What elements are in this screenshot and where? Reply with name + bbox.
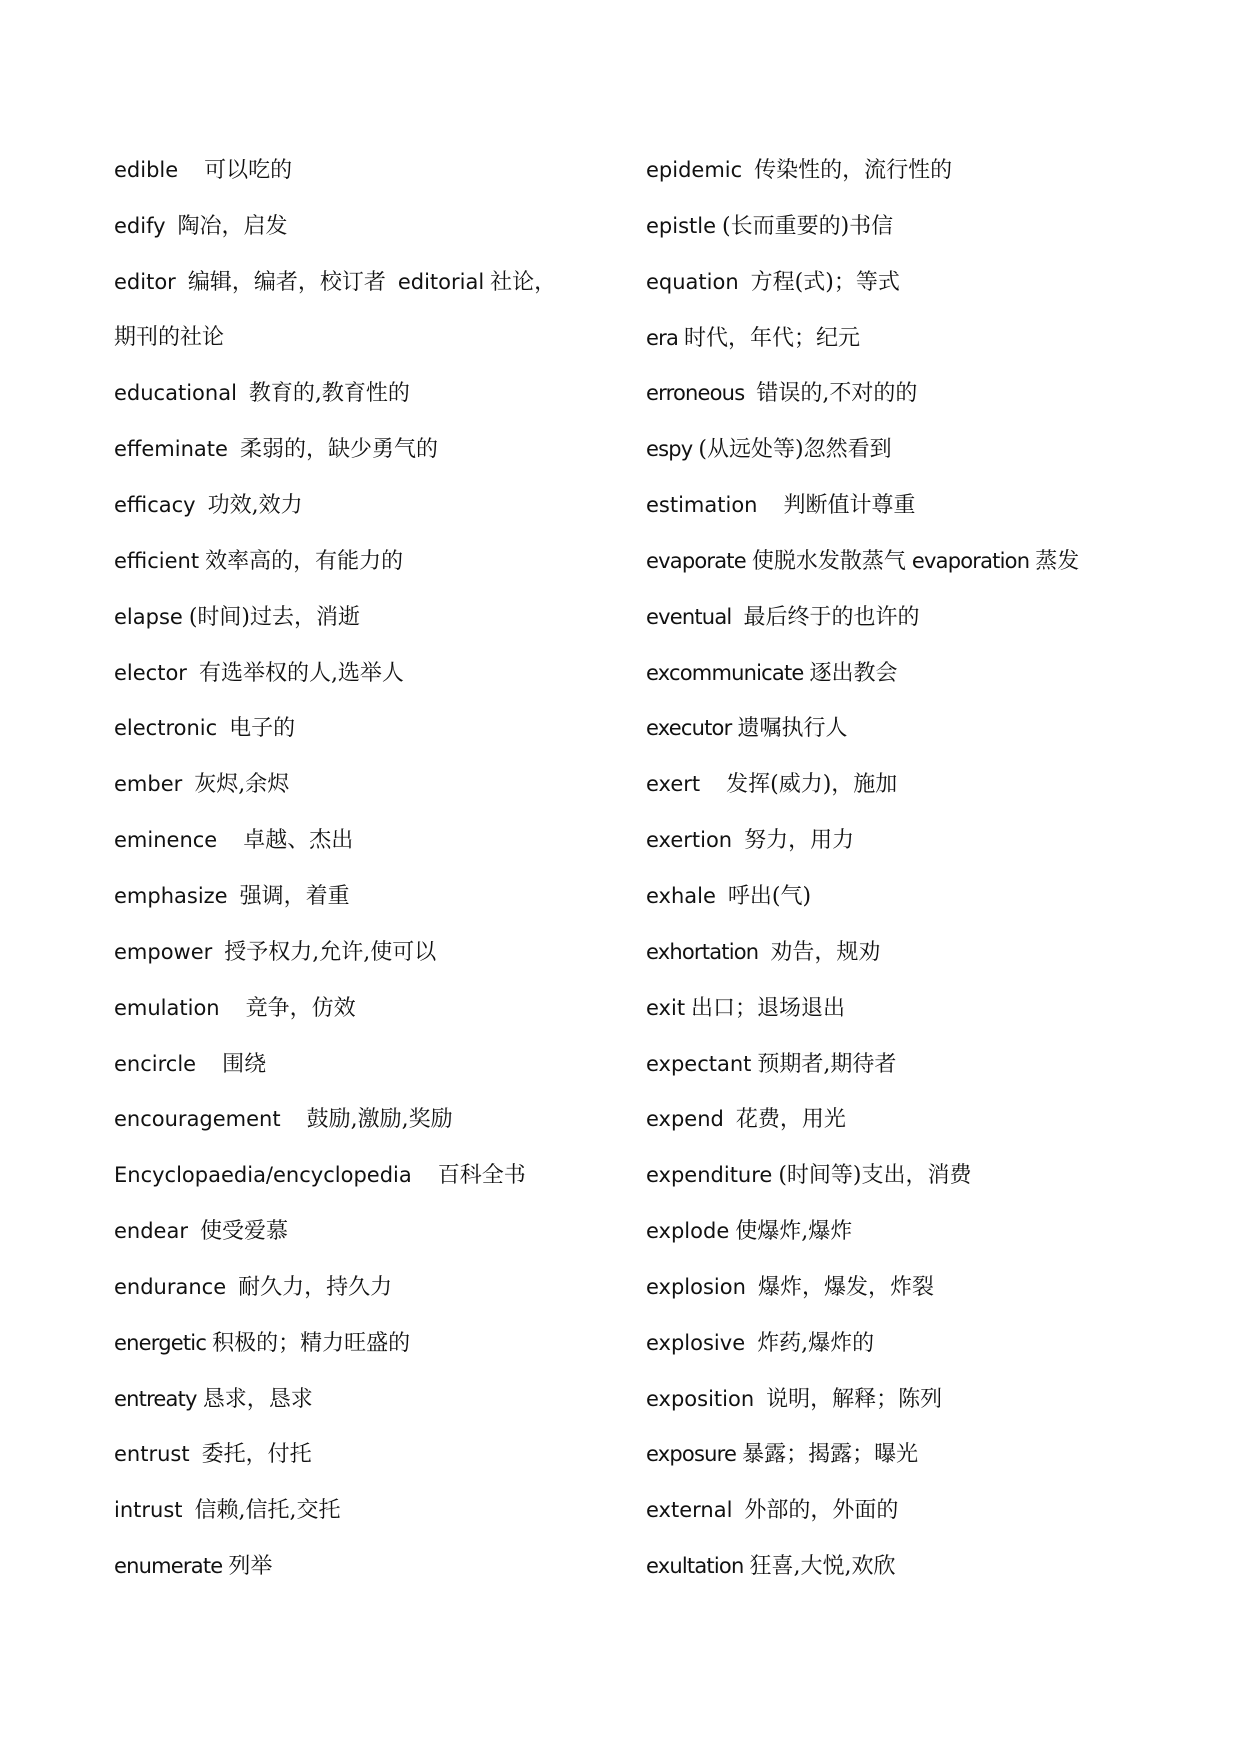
entry-meaning: 传染性的，流行性的 bbox=[754, 158, 953, 183]
entry-word: epistle bbox=[646, 213, 717, 238]
entry-word: emulation bbox=[114, 995, 220, 1020]
entry-meaning-continuation: 期刊的社论 bbox=[114, 324, 225, 350]
list-item bbox=[646, 940, 1206, 996]
list-item bbox=[114, 493, 594, 549]
entry-meaning: 说明，解释；陈列 bbox=[766, 1386, 943, 1412]
entry-meaning: 花费，用光 bbox=[735, 1107, 846, 1133]
list-item bbox=[114, 270, 594, 326]
list-item bbox=[114, 1275, 594, 1331]
list-item bbox=[646, 1331, 1206, 1387]
entry-meaning: 编辑，编者，校订者 bbox=[187, 269, 386, 295]
list-item bbox=[114, 1163, 594, 1219]
entry-meaning: 授予权力,允许,使可以 bbox=[224, 939, 437, 965]
entry-word: Encyclopaedia/encyclopedia bbox=[114, 1163, 412, 1188]
entry-word: expectant bbox=[646, 1051, 752, 1076]
list-item bbox=[114, 214, 594, 270]
entry-word: expenditure bbox=[646, 1163, 773, 1188]
entry-word: exertion bbox=[646, 828, 733, 853]
list-item bbox=[114, 772, 594, 828]
entry-word: endear bbox=[114, 1219, 188, 1244]
list-item bbox=[114, 1219, 594, 1275]
entry-meaning: 恳求，恳求 bbox=[202, 1386, 313, 1412]
entry-word: effeminate bbox=[114, 437, 228, 462]
entry-meaning: 外部的，外面的 bbox=[744, 1498, 899, 1524]
entry-word: encouragement bbox=[114, 1107, 281, 1132]
entry-word: erroneous bbox=[646, 381, 745, 406]
entry-meaning: 劝告，规劝 bbox=[770, 939, 881, 965]
entry-word: efficacy bbox=[114, 493, 196, 518]
entry-word: excommunicate bbox=[646, 660, 804, 685]
entry-meaning: 时代，年代；纪元 bbox=[684, 325, 861, 351]
list-item bbox=[646, 270, 1206, 326]
list-item bbox=[114, 884, 594, 940]
list-item bbox=[646, 158, 1206, 214]
list-item bbox=[646, 1107, 1206, 1163]
entry-word: efficient bbox=[114, 548, 200, 573]
list-item bbox=[646, 1498, 1206, 1554]
entry-meaning: 错误的,不对的的 bbox=[756, 381, 918, 407]
entry-meaning: 狂喜,大悦,欢欣 bbox=[749, 1554, 896, 1580]
list-item bbox=[114, 716, 594, 772]
vocabulary-column-right bbox=[646, 158, 1206, 1610]
entry-word: exhortation bbox=[646, 939, 759, 964]
entry-meaning: 出口；退场退出 bbox=[691, 995, 846, 1021]
entry-word: epidemic bbox=[646, 158, 743, 182]
entry-meaning: 鼓励,激励,奖励 bbox=[306, 1107, 453, 1133]
entry-word: expend bbox=[646, 1107, 724, 1132]
entry-meaning: (从远处等)忽然看到 bbox=[698, 437, 892, 463]
entry-word: intrust bbox=[114, 1498, 183, 1523]
list-item bbox=[114, 326, 594, 382]
entry-meaning: 耐久力，持久力 bbox=[238, 1274, 393, 1300]
entry-meaning: 效率高的，有能力的 bbox=[205, 548, 404, 574]
entry-meaning: 方程(式)；等式 bbox=[750, 269, 900, 295]
entry-word: editor bbox=[114, 269, 176, 294]
list-item bbox=[114, 1052, 594, 1108]
entry-word: energetic bbox=[114, 1330, 207, 1355]
entry-meaning: 功效,效力 bbox=[207, 493, 303, 519]
list-item bbox=[114, 661, 594, 717]
entry-meaning: 爆炸，爆发，炸裂 bbox=[757, 1274, 934, 1300]
entry-word: exert bbox=[646, 772, 701, 797]
entry-meaning: (时间)过去，消逝 bbox=[188, 604, 360, 630]
list-item bbox=[646, 493, 1206, 549]
entry-word-secondary: evaporation bbox=[911, 548, 1030, 573]
entry-meaning: (时间等)支出，消费 bbox=[778, 1163, 972, 1189]
entry-meaning: 柔弱的，缺少勇气的 bbox=[239, 437, 438, 463]
list-item bbox=[114, 1387, 594, 1443]
list-item bbox=[114, 437, 594, 493]
entry-word: estimation bbox=[646, 493, 758, 518]
entry-word: executor bbox=[646, 716, 732, 741]
entry-meaning: 卓越、杰出 bbox=[243, 828, 354, 854]
list-item bbox=[114, 381, 594, 437]
list-item bbox=[114, 1498, 594, 1554]
list-item bbox=[646, 772, 1206, 828]
list-item bbox=[646, 1275, 1206, 1331]
list-item bbox=[114, 1107, 594, 1163]
entry-word: eventual bbox=[646, 604, 732, 629]
entry-meaning: 委托，付托 bbox=[201, 1442, 312, 1468]
entry-word: evaporate bbox=[646, 548, 746, 573]
list-item bbox=[646, 1387, 1206, 1443]
list-item bbox=[646, 326, 1206, 382]
entry-meaning: 百科全书 bbox=[437, 1163, 526, 1189]
entry-word: edify bbox=[114, 213, 166, 238]
entry-meaning: 使脱水发散蒸气 bbox=[751, 548, 906, 574]
entry-meaning: 使爆炸,爆炸 bbox=[735, 1219, 853, 1245]
entry-word: exposure bbox=[646, 1442, 737, 1467]
entry-meaning: 灰烬,余烬 bbox=[194, 772, 290, 798]
entry-word: electronic bbox=[114, 716, 218, 741]
entry-meaning: 电子的 bbox=[229, 716, 296, 742]
list-item bbox=[114, 1554, 594, 1610]
entry-word: empower bbox=[114, 939, 213, 964]
list-item bbox=[646, 1163, 1206, 1219]
list-item bbox=[646, 716, 1206, 772]
entry-word: espy bbox=[646, 437, 693, 462]
entry-meaning: 列举 bbox=[228, 1554, 273, 1580]
entry-meaning-secondary: 蒸发 bbox=[1035, 548, 1080, 574]
entry-word: explosion bbox=[646, 1274, 746, 1299]
entry-meaning: 判断值计尊重 bbox=[783, 493, 916, 519]
entry-word: elapse bbox=[114, 604, 183, 629]
entry-meaning: 积极的；精力旺盛的 bbox=[212, 1330, 411, 1356]
entry-meaning: 炸药,爆炸的 bbox=[757, 1330, 875, 1356]
entry-meaning: 暴露；揭露；曝光 bbox=[742, 1442, 919, 1468]
entry-meaning: (长而重要的)书信 bbox=[722, 213, 894, 239]
entry-meaning: 发挥(威力)，施加 bbox=[726, 772, 898, 798]
list-item bbox=[646, 661, 1206, 717]
entry-meaning: 围绕 bbox=[222, 1051, 267, 1077]
list-item bbox=[114, 940, 594, 996]
list-item bbox=[114, 1442, 594, 1498]
list-item bbox=[646, 884, 1206, 940]
entry-word: edible bbox=[114, 158, 179, 182]
vocabulary-column-left bbox=[114, 158, 594, 1610]
entry-word: explosive bbox=[646, 1330, 746, 1355]
entry-meaning: 努力，用力 bbox=[744, 828, 855, 854]
entry-meaning: 遗嘱执行人 bbox=[737, 716, 848, 742]
entry-word: era bbox=[646, 325, 679, 350]
entry-word: eminence bbox=[114, 828, 218, 853]
list-item bbox=[646, 1219, 1206, 1275]
entry-meaning: 信赖,信托,交托 bbox=[194, 1498, 341, 1524]
entry-meaning: 陶冶，启发 bbox=[177, 213, 288, 239]
entry-word: elector bbox=[114, 660, 187, 685]
entry-word: enumerate bbox=[114, 1554, 223, 1579]
list-item bbox=[114, 996, 594, 1052]
entry-meaning: 使受爱慕 bbox=[199, 1219, 288, 1245]
list-item bbox=[114, 549, 594, 605]
list-item bbox=[646, 605, 1206, 661]
entry-word: external bbox=[646, 1498, 733, 1523]
entry-meaning: 可以吃的 bbox=[204, 158, 293, 183]
entry-word: emphasize bbox=[114, 883, 228, 908]
entry-word: entreaty bbox=[114, 1386, 197, 1411]
entry-meaning: 预期者,期待者 bbox=[757, 1051, 897, 1077]
list-item bbox=[646, 1554, 1206, 1610]
list-item bbox=[646, 828, 1206, 884]
list-item bbox=[114, 828, 594, 884]
entry-meaning-secondary: 社论， bbox=[490, 269, 557, 295]
entry-word: exhale bbox=[646, 883, 716, 908]
entry-word: explode bbox=[646, 1219, 730, 1244]
list-item bbox=[114, 158, 594, 214]
list-item bbox=[646, 381, 1206, 437]
list-item bbox=[646, 1052, 1206, 1108]
entry-word: equation bbox=[646, 269, 739, 294]
entry-word: ember bbox=[114, 772, 183, 797]
entry-meaning: 逐出教会 bbox=[809, 660, 898, 686]
entry-meaning: 竞争，仿效 bbox=[245, 995, 356, 1021]
entry-word: exit bbox=[646, 995, 686, 1020]
entry-meaning: 有选举权的人,选举人 bbox=[198, 660, 404, 686]
entry-word: educational bbox=[114, 381, 237, 406]
entry-meaning: 强调，着重 bbox=[239, 883, 350, 909]
list-item bbox=[646, 214, 1206, 270]
entry-word: entrust bbox=[114, 1442, 190, 1467]
list-item bbox=[646, 549, 1206, 605]
list-item bbox=[646, 437, 1206, 493]
entry-word: encircle bbox=[114, 1051, 197, 1076]
list-item bbox=[114, 605, 594, 661]
entry-meaning: 呼出(气) bbox=[727, 883, 812, 909]
entry-word: exultation bbox=[646, 1554, 744, 1579]
entry-word: exposition bbox=[646, 1386, 755, 1411]
entry-meaning: 最后终于的也许的 bbox=[743, 604, 920, 630]
entry-word: endurance bbox=[114, 1274, 227, 1299]
entry-meaning: 教育的,教育性的 bbox=[248, 381, 410, 407]
entry-word-secondary: editorial bbox=[397, 269, 485, 294]
list-item bbox=[114, 1331, 594, 1387]
list-item bbox=[646, 1442, 1206, 1498]
list-item bbox=[646, 996, 1206, 1052]
